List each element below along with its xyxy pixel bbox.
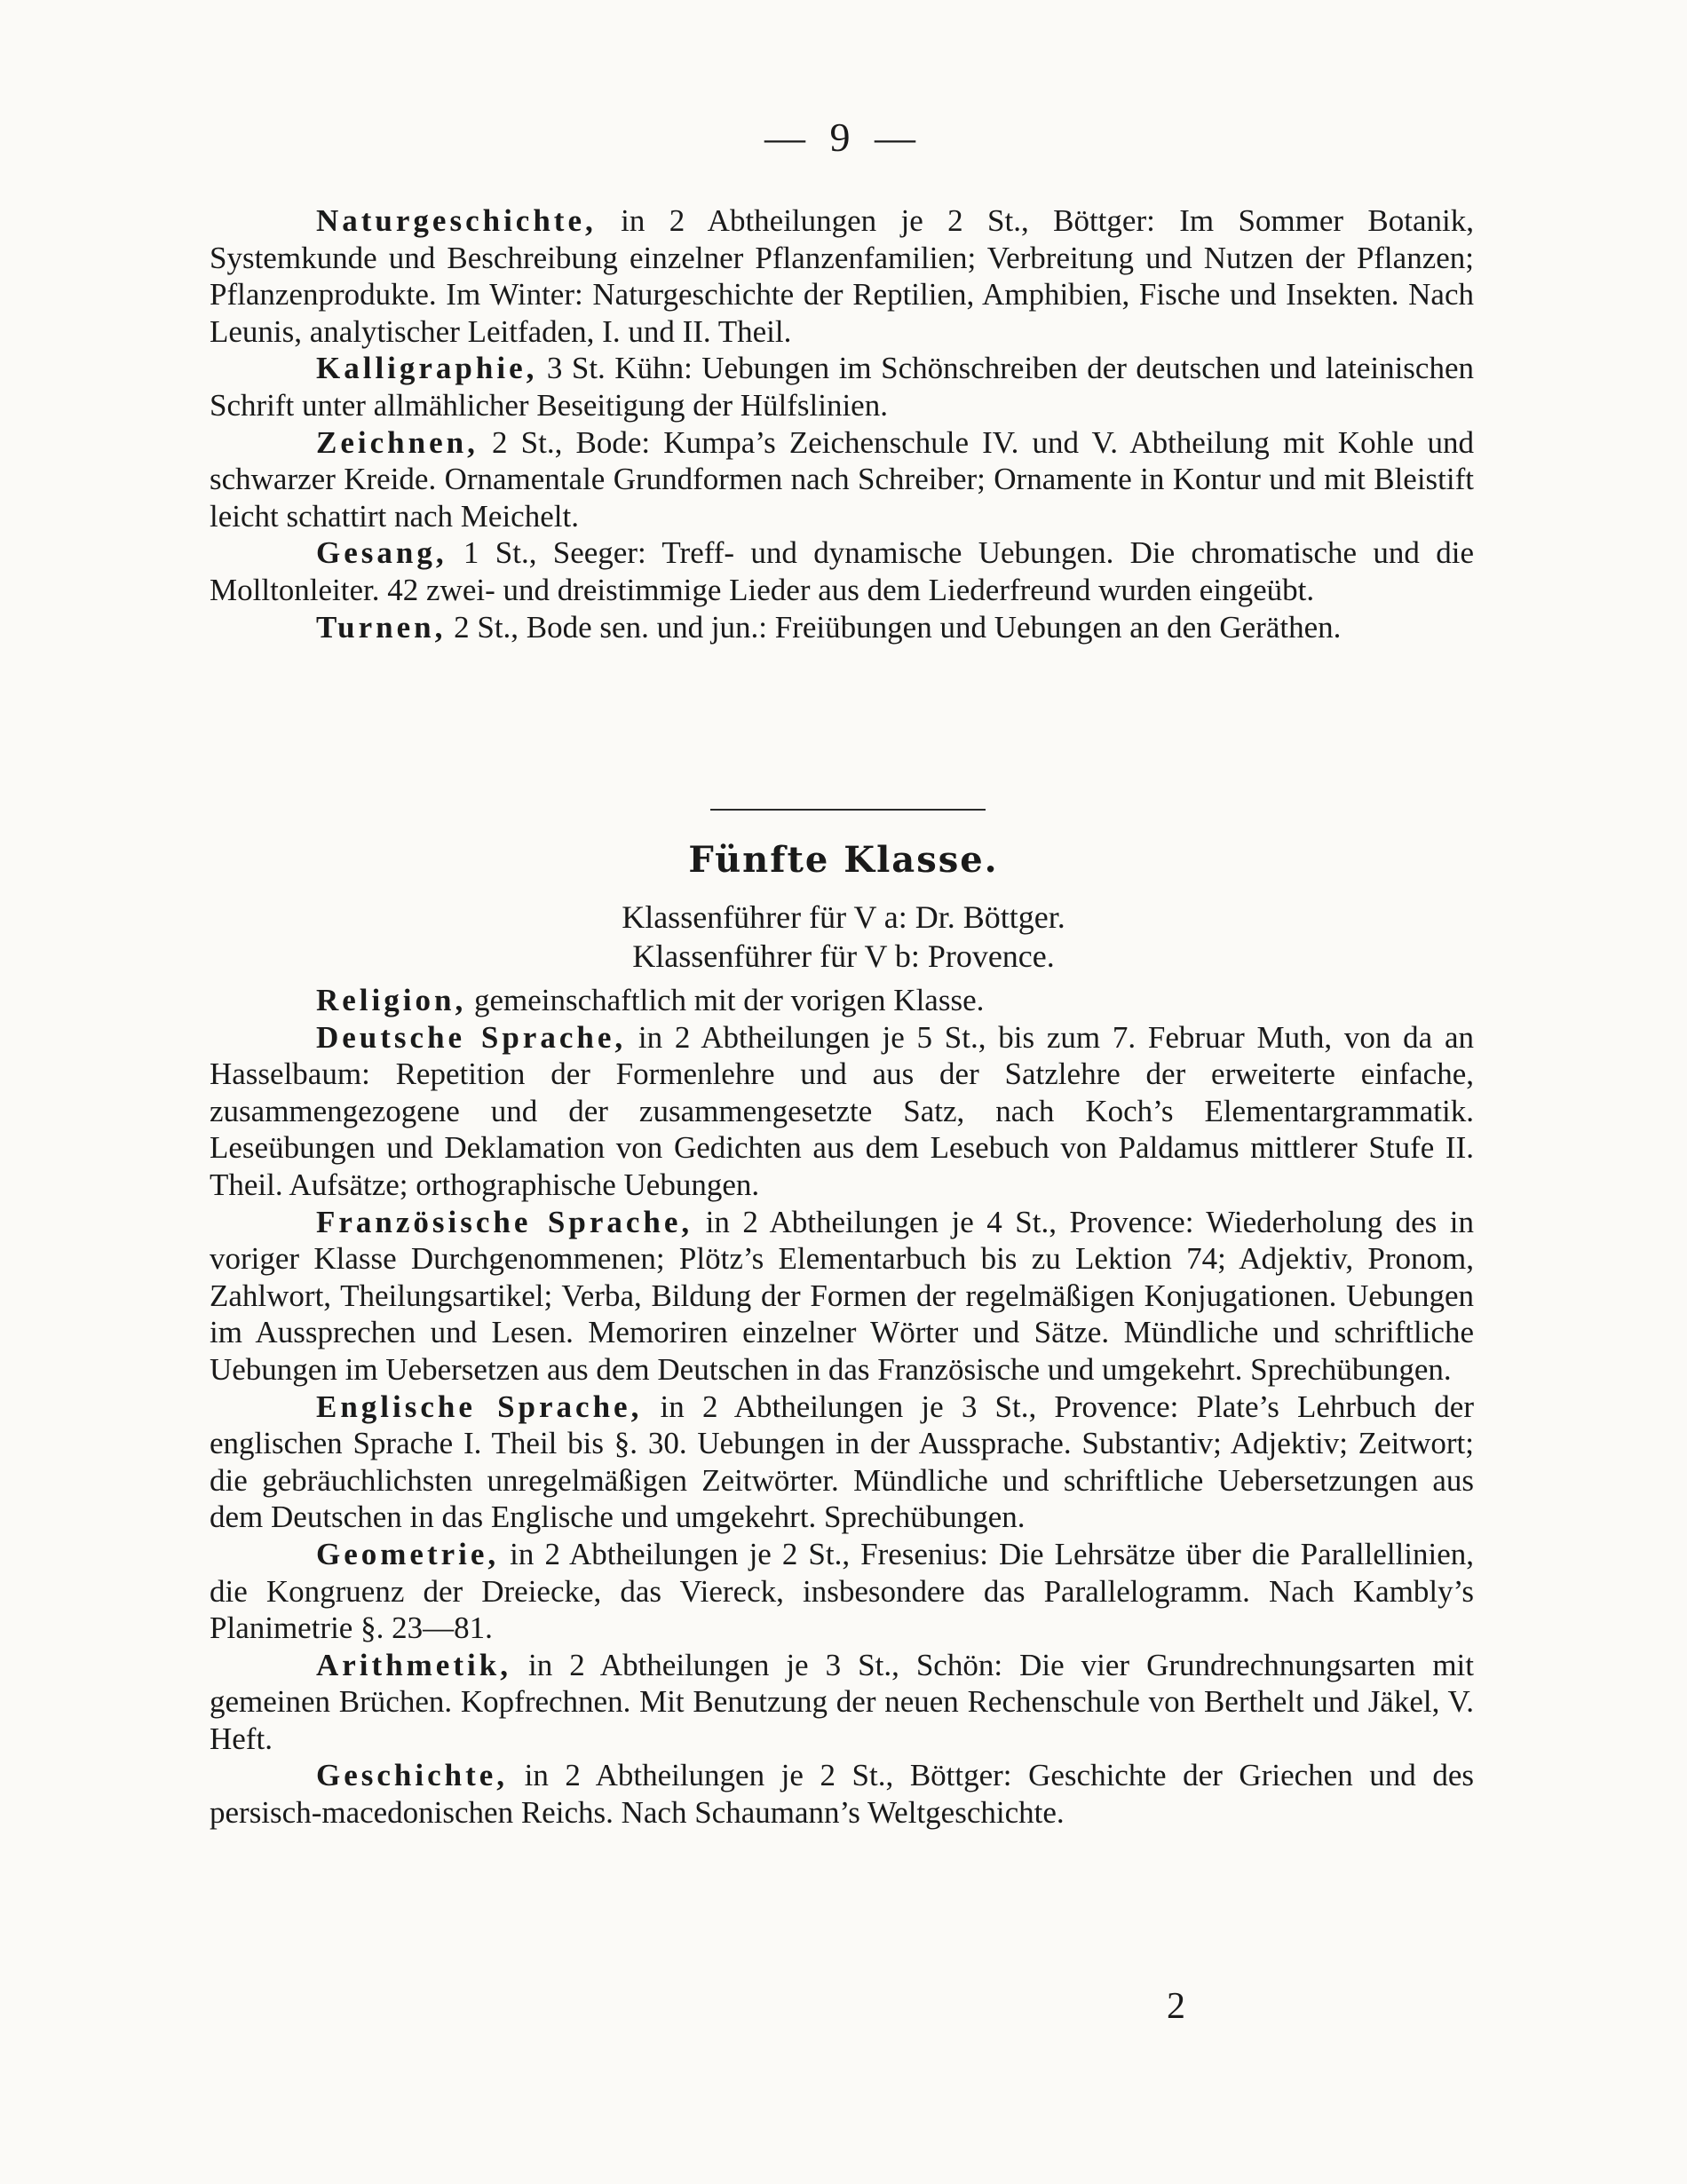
subject-text: in 2 Abtheilungen je 2 St., Fresenius: Die Lehrsätze über die Parallellinien, die Kongruenz der Dreiecke, das Viereck, insbesondere das Parallelogramm. Nach Kambly’s Planimetrie §. 23—81. — [210, 1536, 1474, 1646]
previous-class-subjects — [210, 202, 1474, 645]
section-heading: Fünfte Klasse. — [688, 839, 999, 881]
subject-name: Arithmetik, — [316, 1647, 511, 1682]
subject-name: Geschichte, — [316, 1758, 509, 1793]
subject-text: in 2 Abtheilungen je 3 St., Provence: Plate’s Lehrbuch der englischen Sprache I. Theil bis §. 30. Uebungen in der Aussprache. Substantiv; Adjektiv; Zeitwort; die gebräuchlichsten unregelmäßigen Zeitwörter. Mündliche und schriftliche Uebersetzungen aus dem Deutschen in das Englische und umgekehrt. Sprechübungen. — [210, 1389, 1474, 1535]
subject-name: Geometrie, — [316, 1536, 500, 1571]
subject-name: Kalligraphie, — [316, 351, 538, 386]
paragraph-kalligraphie — [210, 350, 1474, 423]
subject-name: Englische Sprache, — [316, 1389, 643, 1424]
subject-text: in 2 Abtheilungen je 2 St., Böttger: Geschichte der Griechen und des persisch-macedonischen Reichs. Nach Schaumann’s Weltgeschichte. — [210, 1758, 1474, 1831]
subject-text: in 2 Abtheilungen je 4 St., Provence: Wiederholung des in voriger Klasse Durchgenommenen; Plötz’s Elementarbuch bis zu Lektion 74; Adjektiv, Pronom, Zahlwort, Theilungsartikel; Verba, Bildung der Formen der regelmäßigen Konjugationen. Uebungen im Aussprechen und Lesen. Memoriren einzelner Wörter und Sätze. Mündliche und schriftliche Uebungen im Uebersetzen aus dem Deutschen in das Französische und umgekehrt. Sprechübungen. — [210, 1204, 1474, 1387]
paragraph-geometrie — [210, 1536, 1474, 1647]
subject-text: 1 St., Seeger: Treff- und dynamische Uebungen. Die chromatische und die Molltonleiter. 42 zwei- und dreistimmige Lieder aus dem Liederfreund wurden eingeübt. — [210, 535, 1474, 607]
page-number: — 9 — — [764, 115, 923, 160]
class-leader-vb: Klassenführer für V b: Provence. — [632, 938, 1055, 974]
subject-text: 2 St., Bode sen. und jun.: Freiübungen und Uebungen an den Geräthen. — [446, 609, 1342, 645]
paragraph-arithmetik — [210, 1647, 1474, 1758]
subject-text: in 2 Abtheilungen je 5 St., bis zum 7. Februar Muth, von da an Hasselbaum: Repetition der Formenlehre und aus der Satzlehre der erweiterte einfache, zusammengezogene und der zusammengesetzte Satz, nach Koch’s Elementargrammatik. Leseübungen und Deklamation von Gedichten aus dem Lesebuch von Paldamus mittlerer Stufe II. Theil. Aufsätze; orthographische Uebungen. — [210, 1019, 1474, 1202]
paragraph-deutsche-sprache — [210, 1019, 1474, 1204]
fifth-class-subjects — [210, 982, 1474, 1832]
subject-text: 2 St., Bode: Kumpa’s Zeichenschule IV. und V. Abtheilung mit Kohle und schwarzer Kreide. Ornamentale Grundformen nach Schreiber; Ornamente in Kontur und mit Bleistift leicht schattirt nach Meichelt. — [210, 424, 1474, 534]
subject-name: Deutsche Sprache, — [316, 1019, 627, 1055]
subject-name: Religion, — [316, 983, 467, 1017]
class-leader-va: Klassenführer für V a: Dr. Böttger. — [622, 899, 1065, 935]
paragraph-religion — [210, 982, 1474, 1019]
paragraph-englische-sprache — [210, 1389, 1474, 1536]
signature-mark: 2 — [1167, 1986, 1185, 2027]
paragraph-franzoesische-sprache — [210, 1204, 1474, 1389]
subject-text: gemeinschaftlich mit der vorigen Klasse. — [466, 983, 985, 1017]
paragraph-naturgeschichte — [210, 202, 1474, 350]
subject-text: 3 St. Kühn: Uebungen im Schönschreiben der deutschen und lateinischen Schrift unter allmählicher Beseitigung der Hülfslinien. — [210, 351, 1474, 423]
subject-name: Turnen, — [316, 609, 447, 645]
subject-text: in 2 Abtheilungen je 2 St., Böttger: Im Sommer Botanik, Systemkunde und Beschreibung einzelner Pflanzenfamilien; Verbreitung und Nutzen der Pflanzen; Pflanzenprodukte. Im Winter: Naturgeschichte der Reptilien, Amphibien, Fische und Insekten. Nach Leunis, analytischer Leitfaden, I. und II. Theil. — [210, 203, 1474, 349]
paragraph-turnen — [210, 609, 1474, 646]
paragraph-geschichte — [210, 1757, 1474, 1831]
paragraph-zeichnen — [210, 424, 1474, 535]
paragraph-gesang — [210, 534, 1474, 608]
subject-name: Zeichnen, — [316, 424, 479, 460]
subject-name: Gesang, — [316, 535, 447, 571]
subject-text: in 2 Abtheilungen je 3 St., Schön: Die vier Grundrechnungsarten mit gemeinen Brüchen. Kopfrechnen. Mit Benutzung der neuen Rechenschule von Berthelt und Jäkel, V. Heft. — [210, 1647, 1474, 1756]
section-divider — [710, 809, 986, 811]
subject-name: Französische Sprache, — [316, 1204, 693, 1239]
subject-name: Naturgeschichte, — [316, 203, 597, 238]
